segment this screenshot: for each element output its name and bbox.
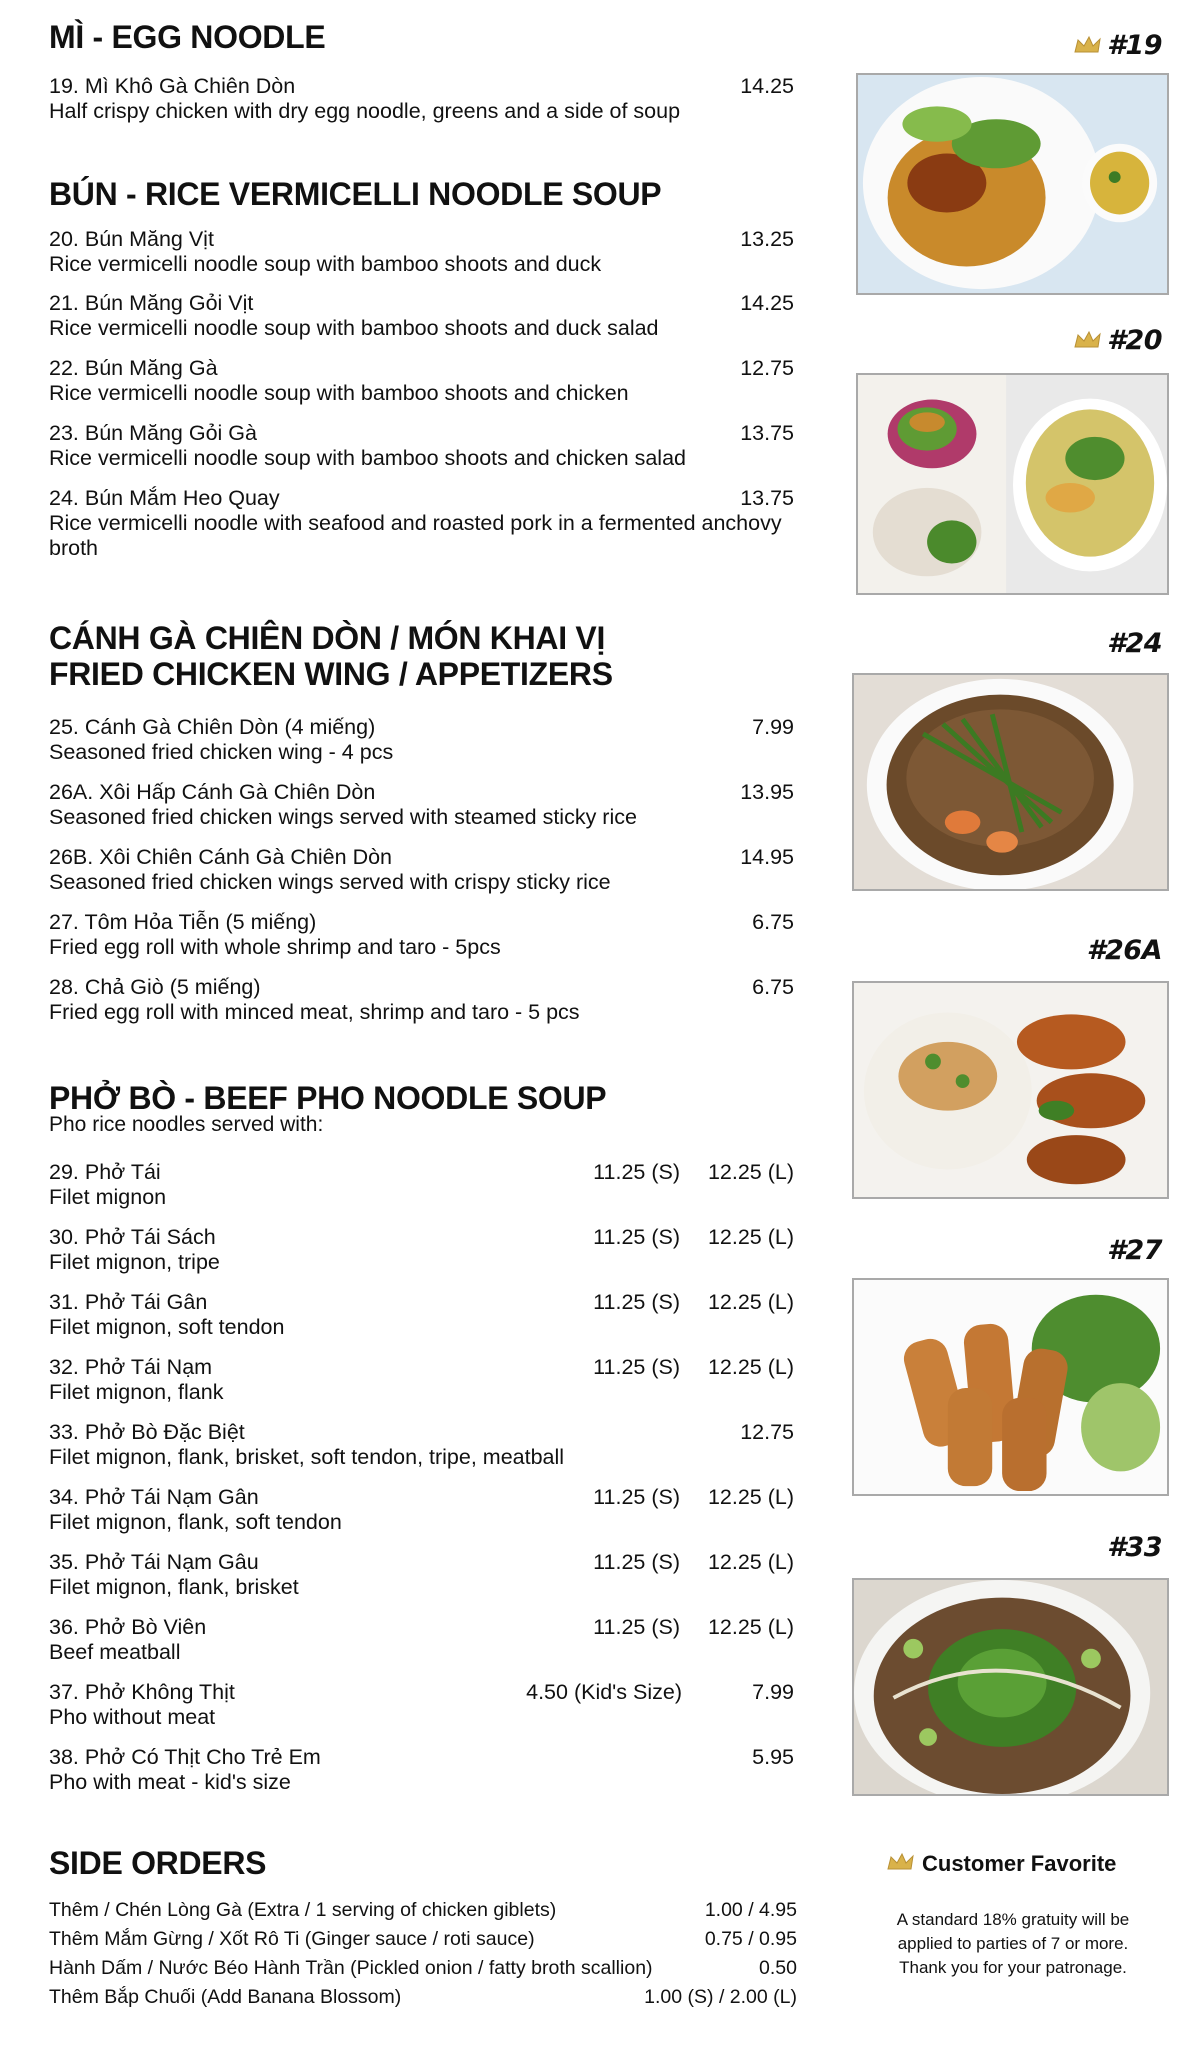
- item-price-small: 11.25 (S): [593, 1355, 680, 1379]
- crown-icon: [1073, 31, 1103, 62]
- item-price: 14.95: [740, 845, 794, 869]
- menu-item: [49, 910, 794, 960]
- photo-number: #24: [1107, 628, 1162, 659]
- item-name: 36. Phở Bò Viên: [49, 1615, 207, 1639]
- item-price: 12.75: [740, 356, 794, 380]
- menu-item: [49, 1355, 794, 1405]
- section-title-bun: BÚN - RICE VERMICELLI NOODLE SOUP: [49, 176, 662, 212]
- photo-label-27: [1107, 1235, 1162, 1266]
- item-name: 25. Cánh Gà Chiên Dòn (4 miếng): [49, 715, 376, 739]
- item-price: 13.95: [740, 780, 794, 804]
- item-description: Seasoned fried chicken wing - 4 pcs: [49, 740, 394, 764]
- item-price-small: 11.25 (S): [593, 1485, 680, 1509]
- side-order-row: [49, 1985, 797, 2009]
- side-order-name: Thêm Mắm Gừng / Xốt Rô Ti (Ginger sauce / roti sauce): [49, 1928, 535, 1950]
- item-name: 33. Phở Bò Đặc Biệt: [49, 1420, 245, 1444]
- item-price-large: 12.25 (L): [707, 1355, 794, 1379]
- dish-photo-27: [852, 1278, 1169, 1496]
- menu-item: [49, 1680, 794, 1730]
- item-description: Fried egg roll with whole shrimp and taro - 5pcs: [49, 935, 501, 959]
- item-description: Pho without meat: [49, 1705, 216, 1729]
- dish-photo-20: [856, 373, 1169, 595]
- photo-number: #20: [1107, 325, 1162, 356]
- photo-number: #27: [1107, 1235, 1162, 1266]
- photo-number: #26A: [1086, 935, 1162, 966]
- menu-item: [49, 1420, 794, 1470]
- menu-item: [49, 1225, 794, 1275]
- side-order-row: [49, 1956, 797, 1980]
- side-order-price: 0.50: [759, 1957, 797, 1979]
- item-price: 6.75: [752, 975, 794, 999]
- item-price: 5.95: [752, 1745, 794, 1769]
- item-description: Filet mignon, flank, brisket, soft tendon, tripe, meatball: [49, 1445, 565, 1469]
- item-name: 26B. Xôi Chiên Cánh Gà Chiên Dòn: [49, 845, 393, 869]
- item-name: 27. Tôm Hỏa Tiễn (5 miếng): [49, 910, 317, 934]
- item-price-large: 12.25 (L): [707, 1550, 794, 1574]
- customer-favorite-legend: [886, 1851, 1116, 1878]
- dish-photo-24: [852, 673, 1169, 891]
- item-price-kid: 4.50 (Kid's Size): [526, 1680, 682, 1704]
- section-title-pho: PHỞ BÒ - BEEF PHO NOODLE SOUP: [49, 1080, 607, 1116]
- item-price: 13.75: [740, 421, 794, 445]
- item-price: 14.25: [740, 291, 794, 315]
- menu-item: [49, 1160, 794, 1210]
- menu-item: [49, 975, 794, 1025]
- item-price-large: 12.25 (L): [707, 1225, 794, 1249]
- item-name: 28. Chả Giò (5 miếng): [49, 975, 261, 999]
- item-price-large: 12.25 (L): [707, 1160, 794, 1184]
- item-name: 20. Bún Măng Vịt: [49, 227, 214, 251]
- photo-label-20: [1073, 325, 1162, 357]
- section-title-wings-en: FRIED CHICKEN WING / APPETIZERS: [49, 656, 613, 692]
- item-price-small: 11.25 (S): [593, 1160, 680, 1184]
- item-name: 37. Phở Không Thịt: [49, 1680, 235, 1704]
- item-name: 23. Bún Măng Gỏi Gà: [49, 421, 257, 445]
- item-name: 22. Bún Măng Gà: [49, 356, 218, 380]
- section-title-egg-noodle: MÌ - EGG NOODLE: [49, 19, 326, 55]
- menu-item: [49, 291, 794, 341]
- gratuity-line: applied to parties of 7 or more.: [897, 1934, 1129, 1953]
- item-name: 31. Phở Tái Gân: [49, 1290, 208, 1314]
- side-order-price: 1.00 (S) / 2.00 (L): [644, 1986, 797, 2008]
- menu-item: [49, 74, 794, 124]
- item-name: 21. Bún Măng Gỏi Vịt: [49, 291, 254, 315]
- item-description: Filet mignon, flank: [49, 1380, 224, 1404]
- item-price: 7.99: [752, 1680, 794, 1704]
- menu-item: [49, 715, 794, 765]
- item-price-small: 11.25 (S): [593, 1225, 680, 1249]
- item-description: Filet mignon, tripe: [49, 1250, 220, 1274]
- section-title-sides: SIDE ORDERS: [49, 1845, 267, 1881]
- item-description: Filet mignon, soft tendon: [49, 1315, 285, 1339]
- menu-item: [49, 780, 794, 830]
- menu-item: [49, 486, 794, 561]
- menu-item: [49, 356, 794, 406]
- dish-photo-19: [856, 73, 1169, 295]
- gratuity-line: Thank you for your patronage.: [899, 1958, 1127, 1977]
- dish-photo-26a: [852, 981, 1169, 1199]
- item-name: 35. Phở Tái Nạm Gâu: [49, 1550, 259, 1574]
- item-description: Filet mignon, flank, soft tendon: [49, 1510, 342, 1534]
- photo-number: #19: [1107, 30, 1162, 61]
- item-price-small: 11.25 (S): [593, 1290, 680, 1314]
- item-price-small: 11.25 (S): [593, 1550, 680, 1574]
- item-description: Filet mignon: [49, 1185, 167, 1209]
- item-description: Beef meatball: [49, 1640, 181, 1664]
- section-subtitle-pho: Pho rice noodles served with:: [49, 1113, 324, 1136]
- menu-item: [49, 1290, 794, 1340]
- side-order-price: 0.75 / 0.95: [704, 1928, 797, 1950]
- item-description: Filet mignon, flank, brisket: [49, 1575, 299, 1599]
- item-price-large: 12.25 (L): [707, 1615, 794, 1639]
- item-name: 29. Phở Tái: [49, 1160, 161, 1184]
- item-name: 30. Phở Tái Sách: [49, 1225, 216, 1249]
- side-order-row: [49, 1898, 797, 1922]
- menu-item: [49, 1550, 794, 1600]
- item-price: 13.25: [740, 227, 794, 251]
- dish-photo-33: [852, 1578, 1169, 1796]
- photo-label-26a: [1087, 935, 1162, 966]
- photo-number: #33: [1107, 1532, 1162, 1563]
- item-price-large: 12.25 (L): [707, 1290, 794, 1314]
- photo-column: [848, 0, 1178, 2048]
- item-description: Rice vermicelli noodle soup with bamboo shoots and chicken: [49, 381, 629, 405]
- item-name: 26A. Xôi Hấp Cánh Gà Chiên Dòn: [49, 780, 376, 804]
- side-order-name: Thêm / Chén Lòng Gà (Extra / 1 serving of chicken giblets): [49, 1899, 557, 1921]
- menu-item: [49, 845, 794, 895]
- item-description: Fried egg roll with minced meat, shrimp and taro - 5 pcs: [49, 1000, 580, 1024]
- menu-item: [49, 1615, 794, 1665]
- gratuity-line: A standard 18% gratuity will be: [896, 1910, 1130, 1929]
- side-order-price: 1.00 / 4.95: [704, 1899, 797, 1921]
- gratuity-note: [848, 1908, 1178, 1980]
- item-name: 24. Bún Mắm Heo Quay: [49, 486, 280, 510]
- item-price: 13.75: [740, 486, 794, 510]
- item-description: Pho with meat - kid's size: [49, 1770, 291, 1794]
- item-name: 19. Mì Khô Gà Chiên Dòn: [49, 74, 296, 98]
- item-description: Rice vermicelli noodle with seafood and roasted pork in a fermented anchovy broth: [49, 511, 782, 560]
- menu-item: [49, 227, 794, 277]
- item-description: Rice vermicelli noodle soup with bamboo shoots and chicken salad: [49, 446, 686, 470]
- side-order-row: [49, 1927, 797, 1951]
- item-price: 12.75: [740, 1420, 794, 1444]
- crown-icon: [886, 1852, 916, 1878]
- favorite-label: Customer Favorite: [922, 1851, 1117, 1876]
- item-description: Seasoned fried chicken wings served with steamed sticky rice: [49, 805, 637, 829]
- photo-label-33: [1107, 1532, 1162, 1563]
- item-price-large: 12.25 (L): [707, 1485, 794, 1509]
- item-name: 32. Phở Tái Nạm: [49, 1355, 213, 1379]
- section-title-wings: CÁNH GÀ CHIÊN DÒN / MÓN KHAI VỊ: [49, 620, 606, 656]
- crown-icon: [1073, 326, 1103, 357]
- menu-item: [49, 1485, 794, 1535]
- menu-item: [49, 1745, 794, 1795]
- item-description: Half crispy chicken with dry egg noodle, greens and a side of soup: [49, 99, 681, 123]
- photo-label-24: [1107, 628, 1162, 659]
- item-description: Rice vermicelli noodle soup with bamboo shoots and duck: [49, 252, 602, 276]
- item-price-small: 11.25 (S): [593, 1615, 680, 1639]
- item-description: Seasoned fried chicken wings served with crispy sticky rice: [49, 870, 611, 894]
- item-price: 6.75: [752, 910, 794, 934]
- item-price: 7.99: [752, 715, 794, 739]
- side-order-name: Hành Dấm / Nước Béo Hành Trần (Pickled onion / fatty broth scallion): [49, 1957, 653, 1979]
- item-price: 14.25: [740, 74, 794, 98]
- photo-label-19: [1073, 30, 1162, 62]
- item-description: Rice vermicelli noodle soup with bamboo shoots and duck salad: [49, 316, 659, 340]
- side-order-name: Thêm Bắp Chuối (Add Banana Blossom): [49, 1986, 402, 2008]
- menu-item: [49, 421, 794, 471]
- item-name: 38. Phở Có Thịt Cho Trẻ Em: [49, 1745, 321, 1769]
- item-name: 34. Phở Tái Nạm Gân: [49, 1485, 259, 1509]
